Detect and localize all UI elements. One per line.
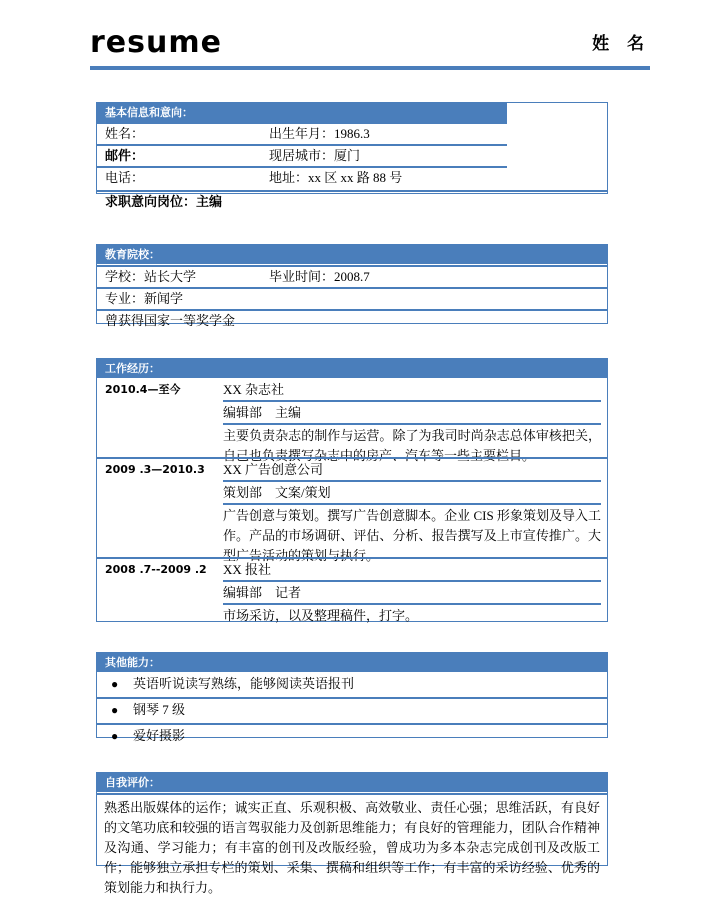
- field-value-major: 专业：新闻学: [105, 291, 184, 306]
- section-header-basic-info: 基本信息和意向：: [97, 103, 507, 122]
- work-entry-date: 2008 .7--2009 .2: [105, 563, 207, 576]
- table-row: [97, 168, 607, 190]
- work-entry-body: [223, 459, 607, 569]
- section-basic-info: [96, 102, 608, 209]
- self-evaluation-text: 熟悉出版媒体的运作；诚实正直、乐观积极、高效敬业、责任心强；思维活跃，有良好的文笔功底和较强的语言驾驭能力及创新思维能力；有良好的管理能力，团队合作精神及沟通、学习能力；有丰富的创刊及改版经验，曾成功为多本杂志完成创刊及改版工作；能够独立承担专栏的策划、采集、撰稿和组织等工作；有丰富的采访经验、优秀的策划能力和执行力。: [97, 793, 607, 903]
- work-entry-date: 2010.4—至今: [105, 383, 181, 396]
- field-value-address: 地址：xx 区 xx 路 88 号: [269, 170, 403, 185]
- work-entry: [97, 557, 607, 623]
- list-item: [97, 697, 607, 723]
- work-entry: [97, 379, 607, 463]
- section-header-self-evaluation: 自我评价：: [97, 773, 607, 792]
- table-row: [97, 124, 607, 146]
- work-entry-date: 2009 .3—2010.3: [105, 463, 205, 476]
- bullet-icon: ●: [111, 729, 119, 743]
- work-entry-description: 市场采访，以及整理稿件，打字。: [223, 608, 419, 623]
- section-self-evaluation: [96, 772, 608, 895]
- work-entry-company: XX 广告创意公司: [223, 459, 601, 482]
- work-entry-role: 编辑部 主编: [223, 402, 601, 425]
- section-other-abilities: [96, 652, 608, 743]
- bullet-icon: ●: [111, 703, 119, 717]
- section-header-education: 教育院校：: [97, 245, 607, 264]
- field-value-city: 现居城市：厦门: [269, 148, 361, 163]
- field-label-phone: 电话：: [105, 170, 145, 185]
- list-item: [97, 723, 607, 749]
- list-item-label: 英语听说读写熟练，能够阅读英语报刊: [133, 676, 355, 691]
- field-value-graduation: 毕业时间：2008.7: [269, 269, 370, 284]
- table-row: [97, 146, 607, 168]
- section-header-work-experience: 工作经历：: [97, 359, 607, 378]
- work-entry: [97, 457, 607, 563]
- section-work-experience: [96, 358, 608, 622]
- field-label-email: 邮件：: [105, 148, 145, 163]
- field-value-award: 曾获得国家一等奖学金: [105, 313, 236, 328]
- work-entry-role: 策划部 文案/策划: [223, 482, 601, 505]
- table-row: [97, 309, 607, 331]
- field-label-name: 姓名：: [105, 126, 145, 141]
- work-entry-company: XX 杂志社: [223, 379, 601, 402]
- work-entry-description: 广告创意与策划。撰写广告创意脚本。企业 CIS 形象策划及导入工作。产品的市场调研、评估、分析、报告撰写及上市宣传推广。大型广告活动的策划与执行。: [223, 508, 601, 563]
- list-item-label: 爱好摄影: [133, 728, 186, 743]
- work-entry-body: [223, 559, 607, 629]
- candidate-name: 姓 名: [592, 34, 650, 54]
- work-entry-role: 编辑部 记者: [223, 582, 601, 605]
- field-value-school: 学校：站长大学: [105, 269, 197, 284]
- list-item-label: 钢琴 7 级: [133, 702, 186, 717]
- section-education: [96, 244, 608, 328]
- page-title: resume: [90, 25, 222, 60]
- table-row: [97, 287, 607, 309]
- masthead-divider: [90, 66, 650, 70]
- work-entry-description: 主要负责杂志的制作与运营。除了为我司时尚杂志总体审核把关，自己也负责撰写杂志中的房产、汽车等一些主要栏目。: [223, 428, 601, 463]
- bullet-icon: ●: [111, 677, 119, 691]
- work-entry-company: XX 报社: [223, 559, 601, 582]
- table-row-objective: [97, 190, 607, 212]
- field-value-birthdate: 出生年月：1986.3: [269, 126, 370, 141]
- section-header-other-abilities: 其他能力：: [97, 653, 607, 672]
- work-entry-body: [223, 379, 607, 469]
- list-item: [97, 673, 607, 697]
- table-row: [97, 265, 607, 287]
- field-value-objective: 求职意向岗位：主编: [105, 194, 223, 209]
- masthead: [90, 24, 650, 70]
